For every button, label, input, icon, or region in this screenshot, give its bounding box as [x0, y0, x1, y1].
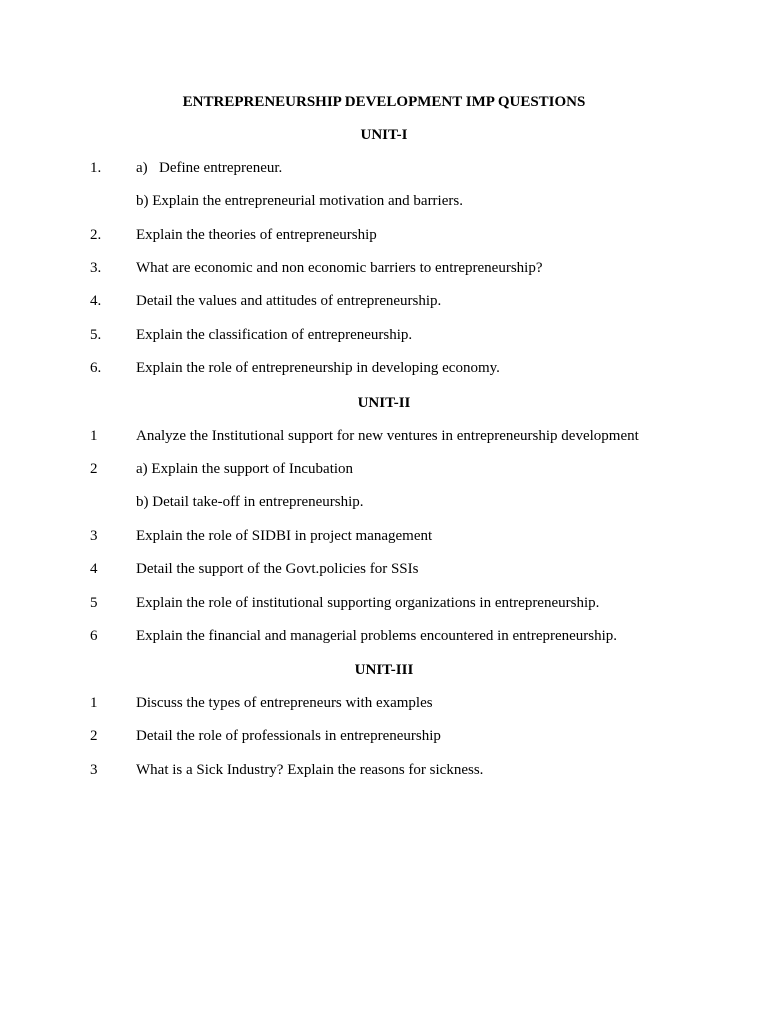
- question-row: [0, 458, 768, 480]
- sub-question-marker: a): [136, 160, 148, 176]
- document-title: ENTREPRENEURSHIP DEVELOPMENT IMP QUESTIONS: [182, 94, 586, 110]
- question-text: b) Detail take-off in entrepreneurship.: [136, 494, 364, 510]
- question-text-wrap: [136, 157, 282, 179]
- question-number: 6.: [90, 360, 102, 376]
- question-number: 3: [90, 762, 98, 778]
- question-number: 2: [90, 461, 98, 477]
- question-number: 5.: [90, 327, 102, 343]
- question-text: Explain the financial and managerial problems encountered in entrepreneurship.: [136, 628, 618, 644]
- question-row: [0, 425, 768, 447]
- question-row: [0, 525, 768, 547]
- question-text: Detail the role of professionals in entrepreneurship: [136, 728, 441, 744]
- question-row: [0, 257, 768, 279]
- question-text: Explain the role of entrepreneurship in developing economy.: [136, 360, 500, 376]
- question-text: Analyze the Institutional support for new ventures in entrepreneurship development: [136, 428, 639, 444]
- question-row: [0, 491, 768, 513]
- question-number: 1: [90, 428, 98, 444]
- question-text: What are economic and non economic barriers to entrepreneurship?: [136, 260, 543, 276]
- question-text: Detail the values and attitudes of entrepreneurship.: [136, 293, 442, 309]
- question-row: [0, 592, 768, 614]
- question-row: [0, 157, 768, 179]
- question-row: [0, 290, 768, 312]
- question-number: 4.: [90, 293, 102, 309]
- question-number: 2: [90, 728, 98, 744]
- unit-2-heading: UNIT-II: [357, 395, 411, 411]
- question-number: 6: [90, 628, 98, 644]
- question-number: 1: [90, 695, 98, 711]
- question-text: Explain the theories of entrepreneurship: [136, 227, 377, 243]
- question-text: Define entrepreneur.: [159, 160, 283, 176]
- question-row: [0, 625, 768, 647]
- question-number: 1.: [90, 160, 102, 176]
- question-row: [0, 190, 768, 212]
- question-text: Explain the classification of entrepreneurship.: [136, 327, 413, 343]
- question-row: [0, 357, 768, 379]
- question-text: What is a Sick Industry? Explain the reasons for sickness.: [136, 762, 484, 778]
- question-text: b) Explain the entrepreneurial motivation and barriers.: [136, 193, 463, 209]
- question-text: Discuss the types of entrepreneurs with examples: [136, 695, 433, 711]
- question-number: 3: [90, 528, 98, 544]
- question-row: [0, 224, 768, 246]
- question-row: [0, 558, 768, 580]
- question-text: Detail the support of the Govt.policies for SSIs: [136, 561, 419, 577]
- question-row: [0, 692, 768, 714]
- question-number: 4: [90, 561, 98, 577]
- question-row: [0, 759, 768, 781]
- question-number: 3.: [90, 260, 102, 276]
- question-text: a) Explain the support of Incubation: [136, 461, 354, 477]
- question-text: Explain the role of SIDBI in project management: [136, 528, 433, 544]
- unit-1-heading: UNIT-I: [360, 127, 408, 143]
- question-row: [0, 324, 768, 346]
- unit-3-heading: UNIT-III: [354, 662, 414, 678]
- question-number: 5: [90, 595, 98, 611]
- question-number: 2.: [90, 227, 102, 243]
- question-text: Explain the role of institutional supporting organizations in entrepreneurship.: [136, 595, 600, 611]
- question-row: [0, 725, 768, 747]
